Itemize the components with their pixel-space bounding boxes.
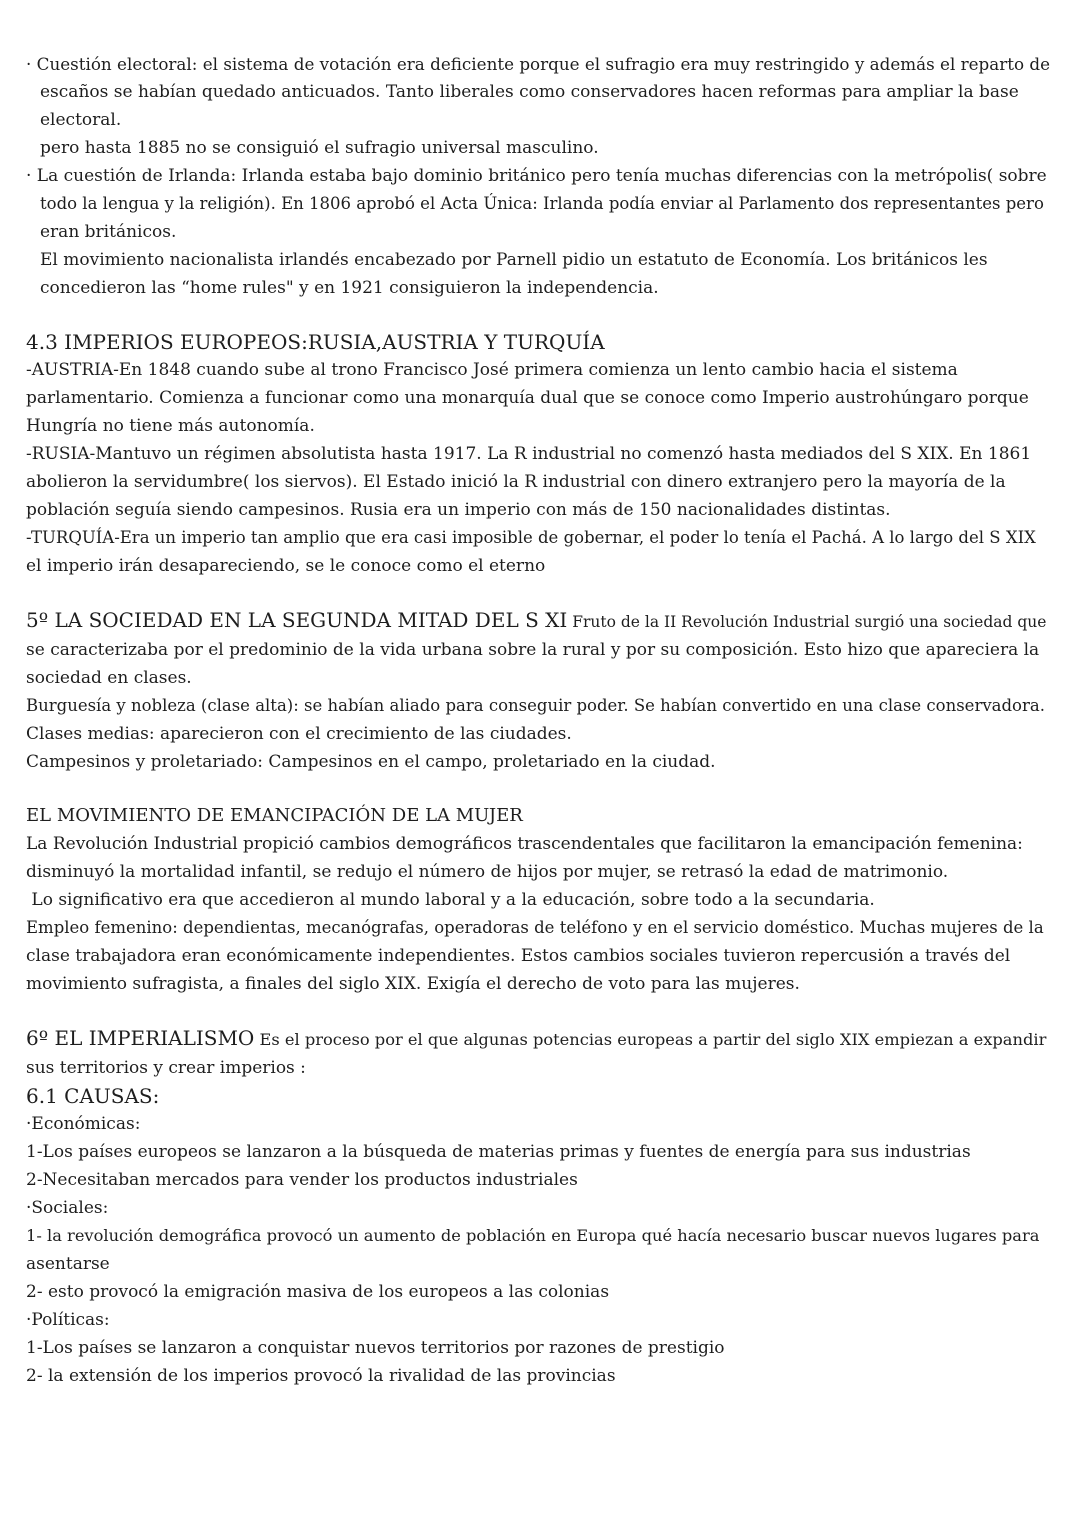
heading-line [26, 1024, 1047, 1054]
text-line: 2-Necesitaban mercados para vender los productos industriales [26, 1170, 578, 1190]
text-line: población seguía siendo campesinos. Rusia era un imperio con más de 150 nacionalidades distintas. [26, 500, 891, 520]
text-line: parlamentario. Comienza a funcionar como una monarquía dual que se conoce como Imperio austrohúngaro porque [26, 388, 1029, 408]
text-line: Burguesía y nobleza (clase alta): se habían aliado para conseguir poder. Se habían convertido en una clase conservadora. [26, 696, 1045, 715]
text-line: Campesinos y proletariado: Campesinos en el campo, proletariado en la ciudad. [26, 752, 716, 772]
spacer [26, 776, 1042, 802]
text-line: El movimiento nacionalista irlandés encabezado por Parnell pidio un estatuto de Economía. Los británicos les [40, 250, 988, 270]
text-line: escaños se habían quedado anticuados. Tanto liberales como conservadores hacen reformas para ampliar la base [40, 82, 1019, 102]
text-line: clase trabajadora eran económicamente independientes. Estos cambios sociales tuvieron repercusión a través del [26, 946, 1011, 966]
text-line: asentarse [26, 1254, 110, 1274]
text-line: · Cuestión electoral: el sistema de votación era deficiente porque el sufragio era muy restringido y además el reparto de [26, 54, 1051, 74]
text-line: Lo significativo era que accedieron al mundo laboral y a la educación, sobre todo a la secundaria. [26, 890, 875, 910]
text-line: se caracterizaba por el predominio de la vida urbana sobre la rural y por su composición. Esto hizo que apareciera la [26, 640, 1040, 660]
text-line: -AUSTRIA-En 1848 cuando sube al trono Francisco José primera comienza un lento cambio hacia el sistema [26, 360, 958, 380]
section-imperios-europeos [26, 328, 1042, 580]
text-line: Clases medias: aparecieron con el crecimiento de las ciudades. [26, 724, 572, 744]
section-heading: 5º LA SOCIEDAD EN LA SEGUNDA MITAD DEL S XI [26, 608, 568, 632]
section-heading: EL MOVIMIENTO DE EMANCIPACIÓN DE LA MUJER [26, 805, 523, 826]
text-line: el imperio irán desapareciendo, se le conoce como el eterno [26, 556, 546, 576]
text-line: ·Económicas: [26, 1114, 141, 1134]
heading-line [26, 606, 1047, 636]
text-line: sus territorios y crear imperios : [26, 1058, 306, 1078]
text-line: 1-Los países se lanzaron a conquistar nuevos territorios por razones de prestigio [26, 1338, 725, 1358]
spacer [26, 302, 1042, 328]
text-line: 2- la extensión de los imperios provocó la rivalidad de las provincias [26, 1366, 616, 1386]
section-emancipacion-mujer [26, 802, 1042, 998]
spacer [26, 580, 1042, 606]
text-line: movimiento sufragista, a finales del siglo XIX. Exigía el derecho de voto para las mujeres. [26, 974, 800, 994]
text-line: concedieron las “home rules" y en 1921 consiguieron la independencia. [40, 278, 659, 298]
heading-continuation: Es el proceso por el que algunas potencias europeas a partir del siglo XIX empiezan a expandir [254, 1030, 1047, 1049]
text-line: Hungría no tiene más autonomía. [26, 416, 315, 436]
section-heading: 6º EL IMPERIALISMO [26, 1026, 255, 1050]
section-imperialismo [26, 1024, 1047, 1390]
spacer [26, 998, 1042, 1024]
text-line: sociedad en clases. [26, 668, 192, 688]
text-line: abolieron la servidumbre( los siervos). El Estado inició la R industrial con dinero extranjero pero la mayoría de la [26, 472, 1006, 492]
text-line: · La cuestión de Irlanda: Irlanda estaba bajo dominio británico pero tenía muchas diferencias con la metrópolis( sobre [26, 166, 1047, 186]
text-line: pero hasta 1885 no se consiguió el sufragio universal masculino. [40, 138, 599, 158]
heading-continuation: Fruto de la II Revolución Industrial surgió una sociedad que [567, 613, 1047, 631]
text-line: todo la lengua y la religión). En 1806 aprobó el Acta Única: Irlanda podía enviar al Parlamento dos representantes pero [40, 194, 1044, 213]
text-line: disminuyó la mortalidad infantil, se redujo el número de hijos por mujer, se retrasó la edad de matrimonio. [26, 862, 949, 882]
text-line: -TURQUÍA-Era un imperio tan amplio que era casi imposible de gobernar, el poder lo tenía el Pachá. A lo largo del S XIX [26, 528, 1036, 547]
section-sociedad [26, 606, 1047, 776]
text-line: electoral. [40, 110, 122, 130]
subsection-heading: 6.1 CAUSAS: [26, 1084, 160, 1108]
bullet-electoral [26, 50, 1051, 162]
text-line: ·Políticas: [26, 1310, 110, 1330]
text-line: 2- esto provocó la emigración masiva de los europeos a las colonias [26, 1282, 610, 1302]
section-heading: 4.3 IMPERIOS EUROPEOS:RUSIA,AUSTRIA Y TURQUÍA [26, 330, 605, 354]
text-line: eran británicos. [40, 222, 177, 242]
text-line: Empleo femenino: dependientas, mecanógrafas, operadoras de teléfono y en el servicio doméstico. Muchas mujeres de la [26, 918, 1044, 937]
text-line: 1- la revolución demográfica provocó un aumento de población en Europa qué hacía necesario buscar nuevos lugares para [26, 1226, 1040, 1245]
text-line: ·Sociales: [26, 1198, 109, 1218]
text-line: 1-Los países europeos se lanzaron a la búsqueda de materias primas y fuentes de energía para sus industrias [26, 1142, 971, 1162]
text-line: -RUSIA-Mantuvo un régimen absolutista hasta 1917. La R industrial no comenzó hasta mediados del S XIX. En 1861 [26, 444, 1032, 464]
text-line: La Revolución Industrial propició cambios demográficos trascendentales que facilitaron la emancipación femenina: [26, 834, 1023, 854]
bullet-irlanda [26, 162, 1047, 302]
